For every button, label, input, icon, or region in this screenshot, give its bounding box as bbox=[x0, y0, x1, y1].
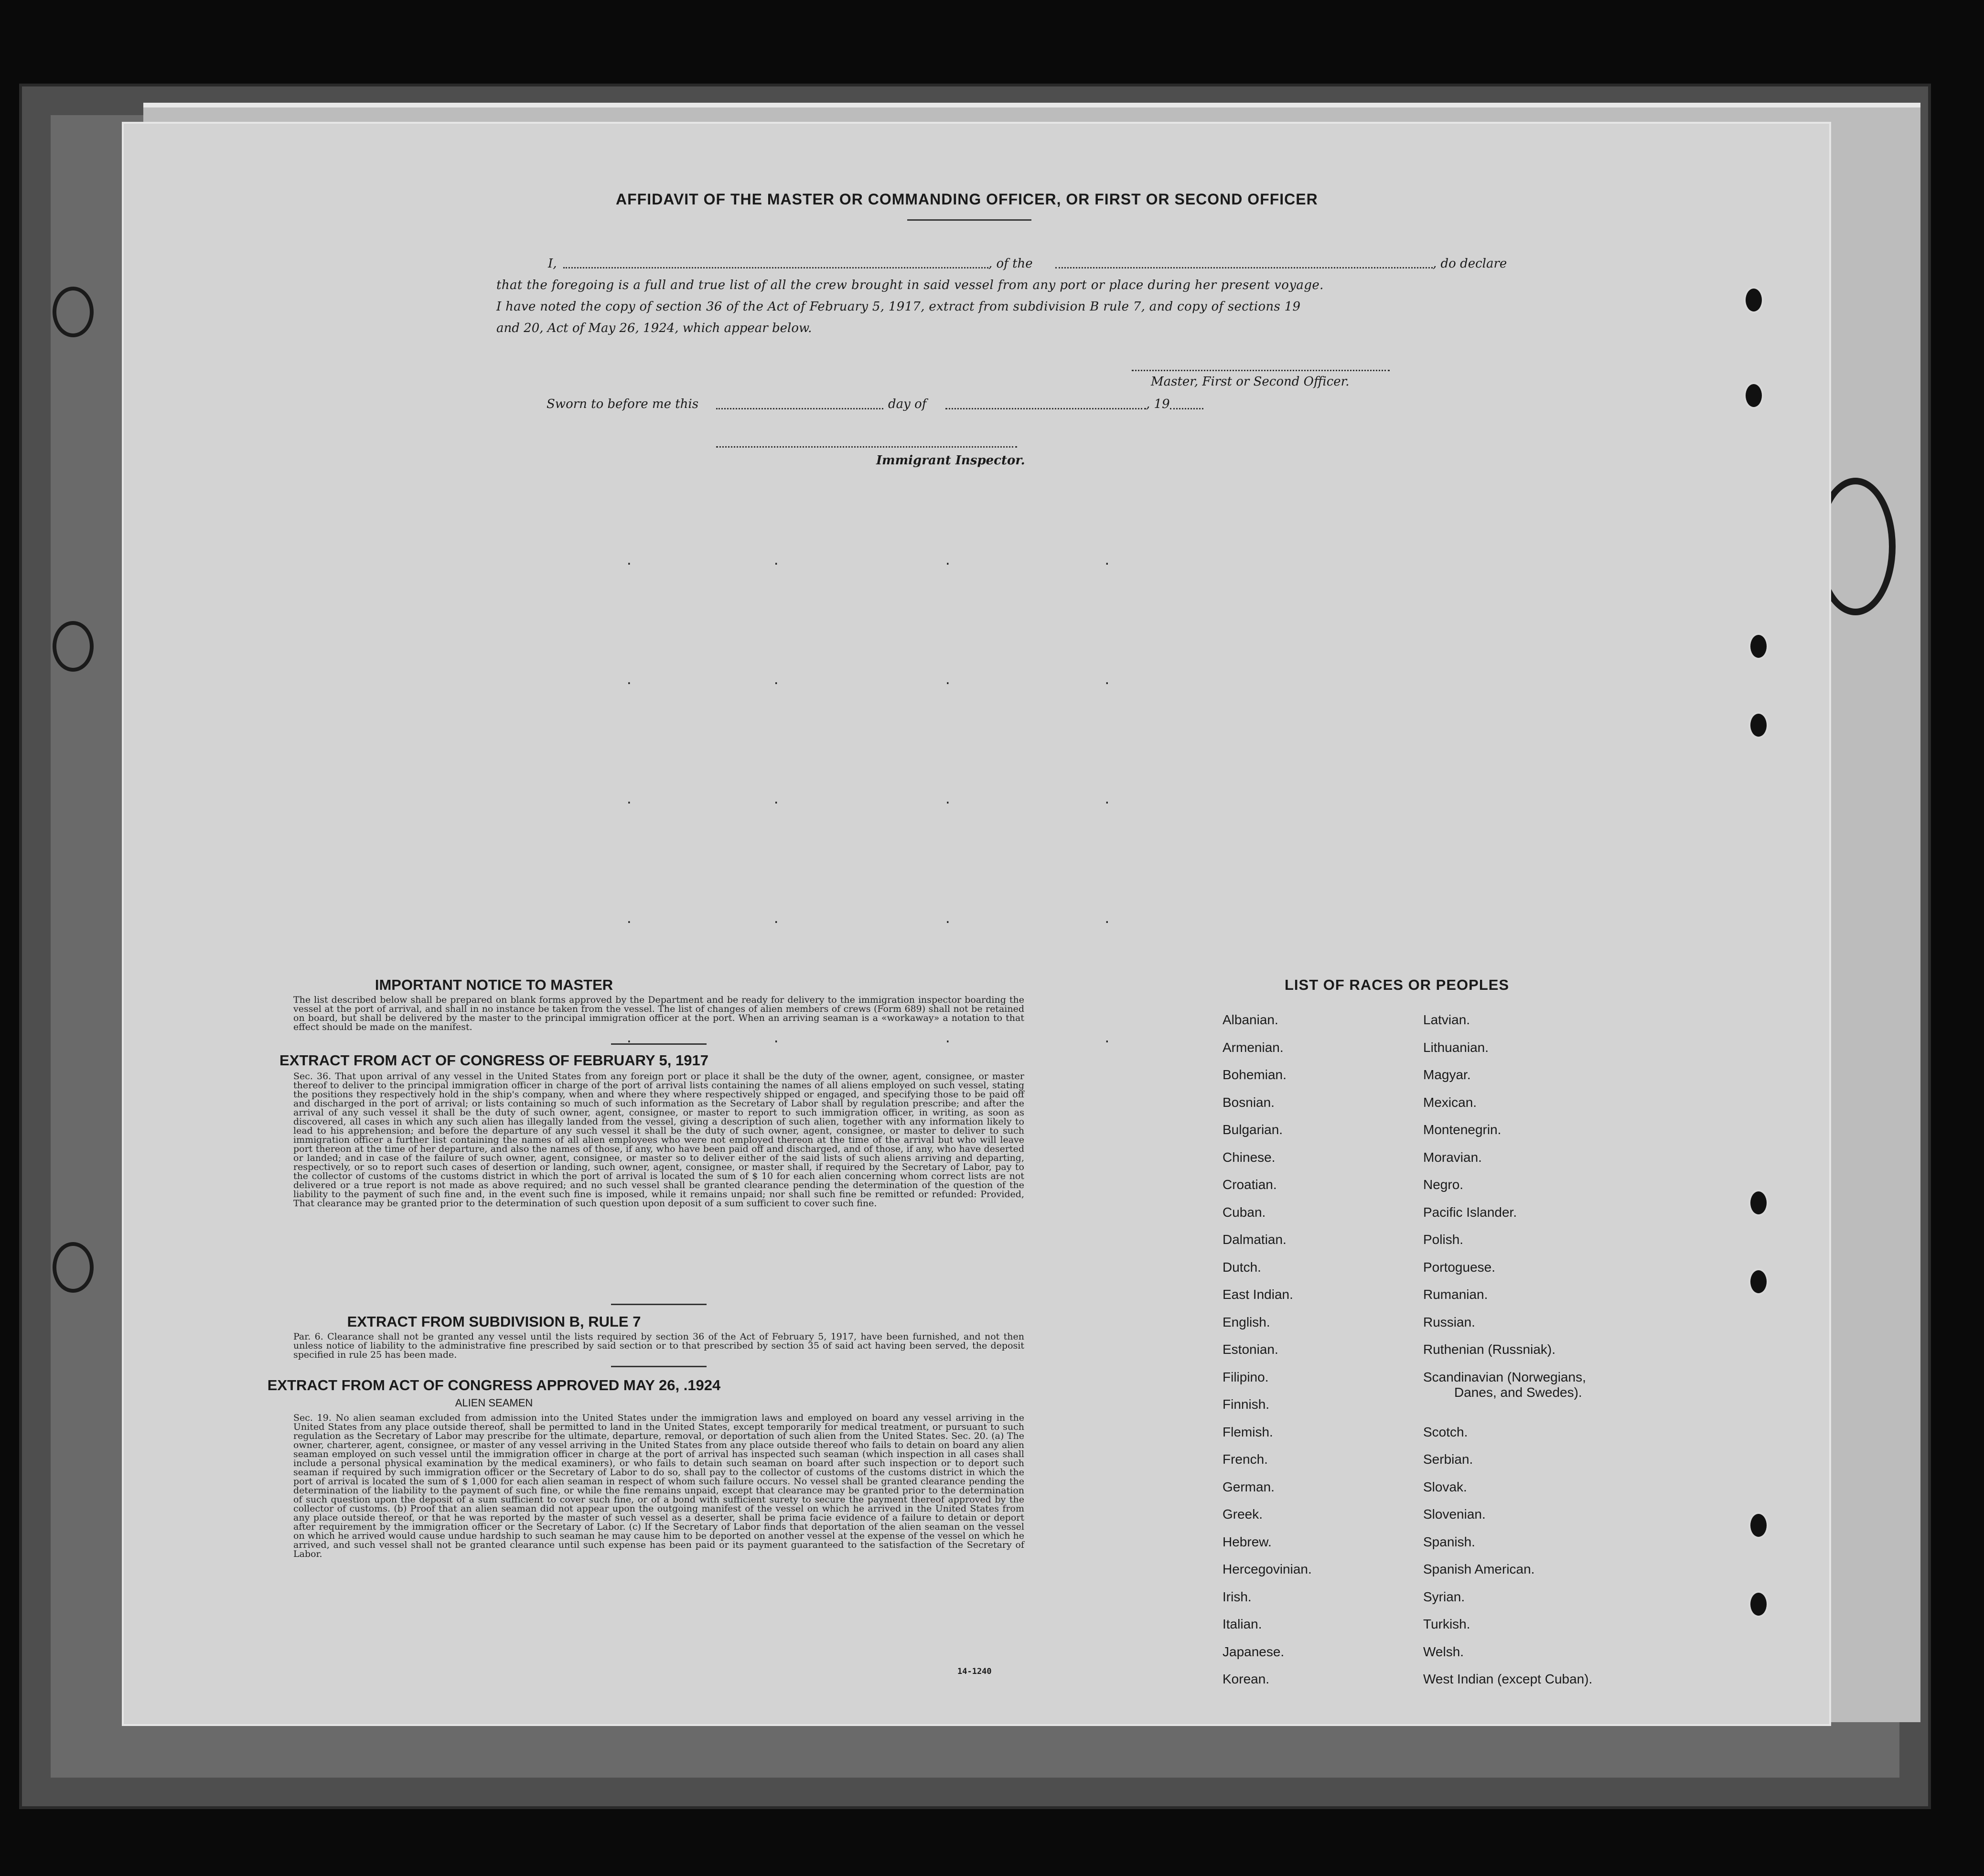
race-item: Latvian. bbox=[1423, 1012, 1470, 1027]
faint-column-dots-4: . . . . bbox=[625, 912, 1116, 926]
punch-hole-2 bbox=[1748, 712, 1769, 739]
affidavit-do-declare: , do declare bbox=[1433, 257, 1507, 271]
faint-column-dots-3: . . . . bbox=[625, 793, 1116, 807]
race-item: Polish. bbox=[1423, 1232, 1464, 1247]
affidavit-i-label: I, bbox=[548, 257, 557, 271]
affidavit-title: AFFIDAVIT OF THE MASTER OR COMMANDING OFFICER, OR FIRST OR SECOND OFFICER bbox=[616, 191, 1318, 208]
race-item: Lithuanian. bbox=[1423, 1040, 1489, 1055]
race-item: Finnish. bbox=[1223, 1397, 1270, 1412]
race-item: Russian. bbox=[1423, 1314, 1475, 1329]
race-item: Turkish. bbox=[1423, 1617, 1470, 1631]
year-label: , 19 bbox=[1146, 397, 1170, 411]
sworn-day-blank bbox=[716, 408, 883, 409]
race-item: Slovak. bbox=[1423, 1479, 1467, 1494]
punch-hole-4 bbox=[1748, 1268, 1769, 1295]
race-item: Filipino. bbox=[1223, 1369, 1269, 1384]
race-item: Armenian. bbox=[1223, 1040, 1284, 1055]
binder-ring-left-low bbox=[53, 1242, 94, 1293]
race-item: Estonian. bbox=[1223, 1342, 1278, 1357]
extract-1917-text: Sec. 36. That upon arrival of any vessel in the United States from any foreign port or place it shall be the duty of the owner, agent, consignee, or master thereof to deliver to the principal immigration officer in charge of the port of arrival lists containing the names of all aliens employed on such vessel, stating the positions they respectively hold in the ship's company, when and where they where respectively shipped or engaged, and specifying those to be paid off and discharged in the port of arrival; or lists containing so much of such information as the Secretary of Labor shall by regulation prescribe; and after the arrival of any such vessel it shall be the duty of such owner, agent, consignee, or master to report to such immigration officer, in writing, as soon as discovered, all cases in which any such alien has illegally landed from the vessel, giving a description of such alien, together with any information likely to lead to his apprehension; and before the departure of any such vessel it shall be the duty of such owner, agent, consignee, or master to deliver to such immigration officer a further list containing the names of all alien employees who were not employed thereon at the time of the arrival but who will leave port thereon at the time of her departure, and also the names of those, if any, who have been paid off and discharged, and of those, if any, who have deserted or landed; and in case of the failure of such owner, agent, consignee, or master so to deliver either of the said lists of such aliens arriving and departing, respectively, or so to report such cases of desertion or landing, such owner, agent, consignee, or master shall, if required by the Secretary of Labor, pay to the collector of customs of the customs district in which the port of arrival is located the sum of $ 10 for each alien concerning whom correct lists are not delivered or a true report is not made as above required; and no such vessel shall be granted clearance pending the determination of the question of the liability to the payment of such fine and, in the event such fine is imposed, while it remains unpaid; nor shall such fine be remitted or refunded: Provided, That clearance may be granted prior to the determination of such question upon deposit of a sum sufficient to cover such fine. bbox=[293, 1071, 1024, 1209]
notice-text: The list described below shall be prepared on blank forms approved by the Department and be ready for delivery to the immigration inspector boarding the vessel at the port of arrival, and shall in no instance be taken from the vessel. The list of changes of alien members of crews (Form 689) shall not be retained on board, but shall be delivered by the master to the principal immigration officer at the port. When an arriving seaman is a «workaway» a notation to that effect should be made on the manifest. bbox=[293, 995, 1024, 1032]
race-item: Flemish. bbox=[1223, 1424, 1273, 1439]
inspector-signature-line bbox=[716, 446, 1017, 448]
race-item: Italian. bbox=[1223, 1617, 1262, 1631]
race-item: Korean. bbox=[1223, 1672, 1270, 1686]
punch-hole-6 bbox=[1748, 1591, 1769, 1618]
race-item: Mexican. bbox=[1423, 1094, 1477, 1110]
race-item: French. bbox=[1223, 1452, 1268, 1467]
race-item: Slovenian. bbox=[1423, 1507, 1486, 1522]
race-item: Negro. bbox=[1423, 1177, 1464, 1192]
race-item: Hebrew. bbox=[1223, 1534, 1272, 1549]
punch-hole-5 bbox=[1748, 1512, 1769, 1539]
faint-column-dots-2: . . . . bbox=[625, 673, 1116, 687]
race-item: Spanish American. bbox=[1423, 1562, 1535, 1576]
binder-ring-left-top bbox=[53, 287, 94, 337]
race-item: Japanese. bbox=[1223, 1644, 1285, 1659]
race-item: Albanian. bbox=[1223, 1012, 1278, 1027]
race-item: Moravian. bbox=[1423, 1149, 1482, 1165]
punch-hole-7 bbox=[1744, 287, 1764, 313]
race-item: Serbian. bbox=[1423, 1452, 1473, 1467]
race-item: Bosnian. bbox=[1223, 1094, 1275, 1110]
race-item: Greek. bbox=[1223, 1507, 1263, 1522]
binder-ring-left-mid bbox=[53, 621, 94, 672]
punch-hole-1 bbox=[1748, 633, 1769, 660]
races-title: LIST OF RACES OR PEOPLES bbox=[1285, 976, 1510, 993]
master-signature-caption: Master, First or Second Officer. bbox=[1151, 375, 1350, 389]
race-item: Bulgarian. bbox=[1223, 1122, 1283, 1137]
race-item: Portoguese. bbox=[1423, 1259, 1495, 1275]
punch-hole-8 bbox=[1744, 382, 1764, 409]
race-item: East Indian. bbox=[1223, 1287, 1293, 1302]
affidavit-line-3: and 20, Act of May 26, 1924, which appear below. bbox=[496, 321, 812, 335]
race-item: Welsh. bbox=[1423, 1644, 1464, 1659]
race-item: Croatian. bbox=[1223, 1177, 1277, 1192]
race-item: Scotch. bbox=[1423, 1424, 1468, 1439]
race-item: West Indian (except Cuban). bbox=[1423, 1672, 1593, 1686]
affidavit-line-1: that the foregoing is a full and true list of all the crew brought in said vessel from any port or place during her present voyage. bbox=[496, 278, 1324, 292]
race-item: German. bbox=[1223, 1479, 1275, 1494]
race-item: Scandinavian (Norwegians, bbox=[1423, 1369, 1586, 1384]
race-item: Chinese. bbox=[1223, 1149, 1276, 1165]
race-item: Dalmatian. bbox=[1223, 1232, 1287, 1247]
race-item: Rumanian. bbox=[1423, 1287, 1488, 1302]
race-item: Montenegrin. bbox=[1423, 1122, 1501, 1137]
vessel-blank bbox=[1055, 267, 1433, 268]
extract-1917-title: EXTRACT FROM ACT OF CONGRESS OF FEBRUARY 5, 1917 bbox=[279, 1052, 708, 1069]
form-number: 14-1240 bbox=[957, 1667, 992, 1676]
year-blank bbox=[1170, 408, 1203, 409]
subdivision-b-text: Par. 6. Clearance shall not be granted any vessel until the lists required by section 36 of the Act of February 5, 1917, have been furnished, and not then unless notice of liability to the administrative fine prescribed by said section or to that prescribed by section 35 of said act having been served, the deposit specified in rule 25 has been made. bbox=[293, 1331, 1024, 1360]
subdivision-b-divider bbox=[611, 1366, 707, 1367]
document-page bbox=[122, 122, 1831, 1726]
master-signature-line bbox=[1132, 370, 1390, 371]
race-item: Danes, and Swedes). bbox=[1454, 1384, 1582, 1400]
race-item: Syrian. bbox=[1423, 1589, 1465, 1604]
notice-title: IMPORTANT NOTICE TO MASTER bbox=[375, 976, 613, 993]
title-underline bbox=[907, 219, 1031, 221]
name-blank bbox=[563, 267, 988, 268]
faint-column-dots-5: . . . . bbox=[625, 1031, 1116, 1046]
subdivision-b-title: EXTRACT FROM SUBDIVISION B, RULE 7 bbox=[347, 1313, 641, 1330]
race-item: Dutch. bbox=[1223, 1259, 1261, 1275]
extract-1924-text: Sec. 19. No alien seaman excluded from admission into the United States under the immigration laws and employed on board any vessel arriving in the United States from any place outside thereof, shall be permitted to land in the United States, except temporarily for medical treatment, or pursuant to such regulation as the Secretary of Labor may prescribe for the ultimate, departure, removal, or deportation of such alien from the United States. Sec. 20. (a) The owner, charterer, agent, consignee, or master of any vessel arriving in the United States from any place outside thereof who fails to detain on board any alien seaman employed on such vessel until the immigration officer in charge at the port of arrival has inspected such seaman (which inspection in all cases shall include a personal physical examination by the medical examiners), or who fails to detain such seaman on board after such inspection or to deport such seaman if required by such immigration officer or the Secretary of Labor to do so, shall pay to the collector of customs of the customs district in which the port of arrival is located the sum of $ 1,000 for each alien seaman in respect of whom such failure occurs. No vessel shall be granted clearance pending the determination of the liability to the payment of such fine, or while the fine remains unpaid, except that clearance may be granted prior to the determination of such question upon the deposit of a sum sufficient to cover such fine, or of a bond with sufficient surety to secure the payment thereof approved by the collector of customs. (b) Proof that an alien seaman did not appear upon the outgoing manifest of the vessel on which he arrived in the United States from any place outside thereof, or that he was reported by the master of such vessel as a deserter, shall be prima facie evidence of a failure to detain or deport after requirement by the immigration officer or the Secretary of Labor. (c) If the Secretary of Labor finds that deportation of the alien seaman on the vessel on which he arrived would cause undue hardship to such seaman he may cause him to be deported on another vessel at the expense of the vessel on which he arrived, and such vessel shall not be granted clearance until such expense has been paid or its payment guaranteed to the satisfaction of the Secretary of Labor. bbox=[293, 1413, 1024, 1559]
extract-1917-divider bbox=[611, 1304, 707, 1305]
sworn-label: Sworn to before me this bbox=[547, 397, 699, 411]
race-item: Cuban. bbox=[1223, 1204, 1266, 1220]
race-item: Magyar. bbox=[1423, 1067, 1471, 1082]
race-item: Pacific Islander. bbox=[1423, 1204, 1517, 1220]
punch-hole-3 bbox=[1748, 1190, 1769, 1216]
race-item: Irish. bbox=[1223, 1589, 1252, 1604]
faint-column-dots-1: . . . . bbox=[625, 554, 1116, 568]
affidavit-line-2: I have noted the copy of section 36 of the Act of February 5, 1917, extract from subdivision B rule 7, and copy of sections 19 bbox=[496, 300, 1301, 314]
affidavit-of-the: , of the bbox=[988, 257, 1033, 271]
inspector-caption: Immigrant Inspector. bbox=[876, 453, 1025, 468]
day-of-label: day of bbox=[888, 397, 927, 411]
extract-1924-subtitle: ALIEN SEAMEN bbox=[455, 1397, 533, 1409]
notice-divider bbox=[611, 1043, 707, 1045]
race-item: English. bbox=[1223, 1314, 1270, 1329]
race-item: Ruthenian (Russniak). bbox=[1423, 1342, 1556, 1357]
race-item: Bohemian. bbox=[1223, 1067, 1287, 1082]
race-item: Spanish. bbox=[1423, 1534, 1475, 1549]
month-blank bbox=[945, 408, 1146, 409]
extract-1924-title: EXTRACT FROM ACT OF CONGRESS APPROVED MAY 26, .1924 bbox=[267, 1377, 721, 1394]
race-item: Hercegovinian. bbox=[1223, 1562, 1312, 1576]
